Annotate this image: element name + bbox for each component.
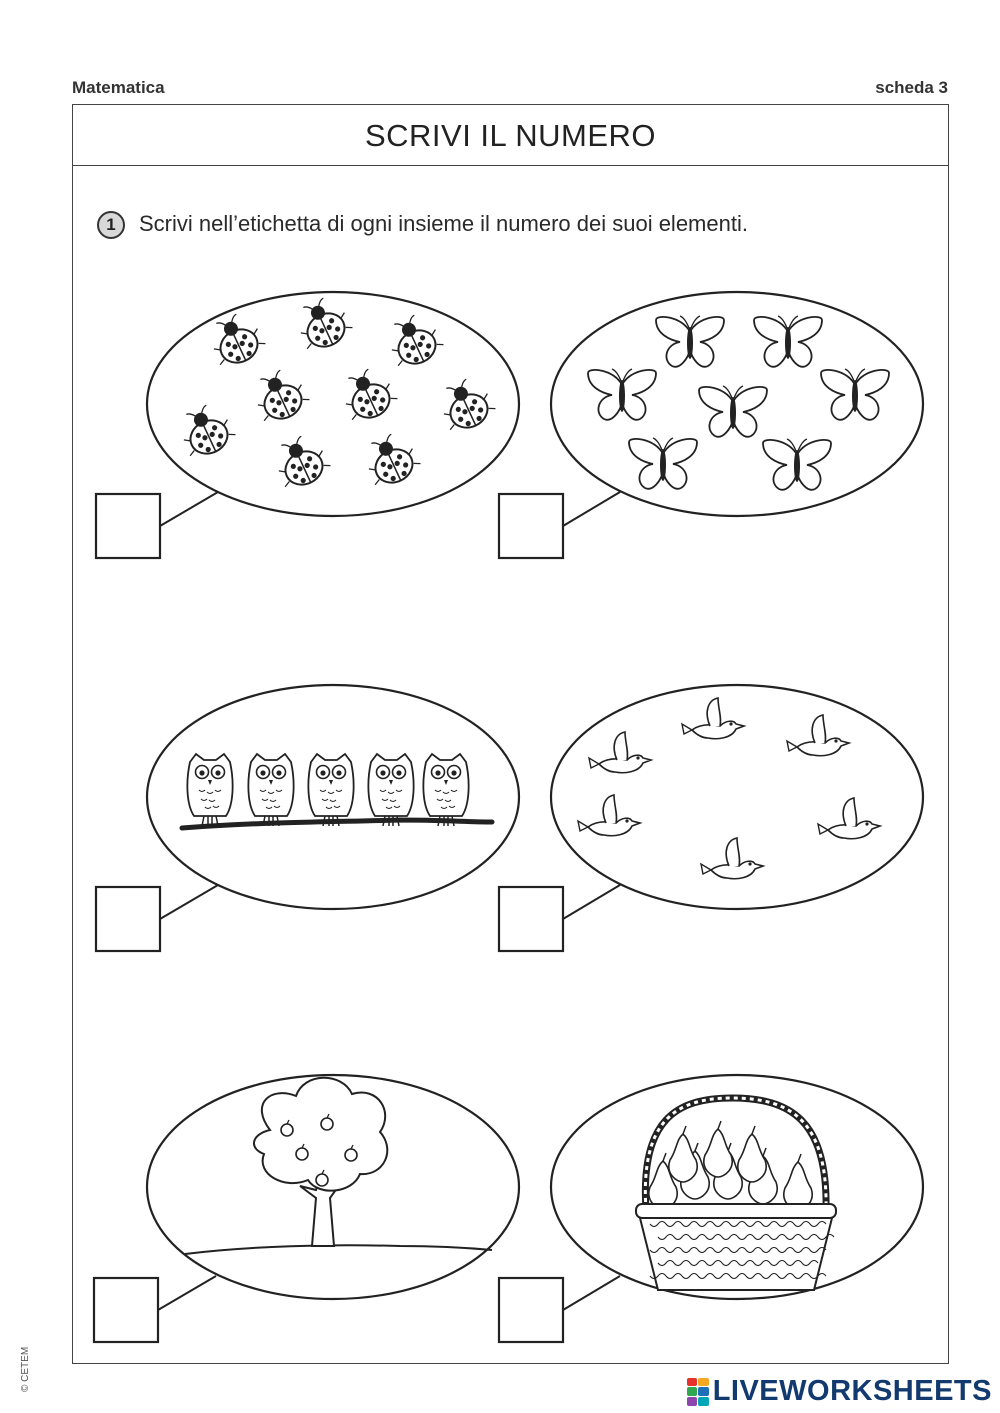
branch xyxy=(182,820,492,828)
butterfly-icon xyxy=(763,439,831,490)
sheet-number: scheda 3 xyxy=(875,78,948,97)
label-connector xyxy=(158,1276,216,1310)
pear-icon xyxy=(704,1129,732,1177)
butterfly-icon xyxy=(699,386,767,437)
set-apple-tree xyxy=(94,1075,519,1342)
brand-logo-icon xyxy=(687,1378,709,1406)
pear-basket-icon xyxy=(636,1098,836,1290)
brand-footer xyxy=(687,1375,992,1408)
label-connector xyxy=(563,885,620,919)
ladybug-icon xyxy=(336,363,401,426)
ladybug-icon xyxy=(248,364,313,427)
brand-name: LIVEWORKSHEETS xyxy=(712,1375,992,1407)
brand-logo-tile xyxy=(687,1378,698,1387)
butterfly-icon xyxy=(629,438,697,489)
ladybug-icon xyxy=(174,399,239,462)
exercise-number-badge: 1 xyxy=(97,211,125,239)
apple-icon xyxy=(281,1124,293,1136)
apple-icon xyxy=(296,1148,308,1160)
set-pear-basket xyxy=(499,1075,923,1342)
ladybug-icon xyxy=(382,309,447,372)
owl-icon xyxy=(368,754,413,826)
set-butterfly xyxy=(499,292,923,558)
apple-icon xyxy=(345,1149,357,1161)
pear-icon xyxy=(738,1134,766,1182)
butterfly-icon xyxy=(588,369,656,420)
answer-box-owl[interactable] xyxy=(96,887,160,951)
pear-icon xyxy=(669,1134,697,1182)
label-connector xyxy=(563,1276,620,1310)
ladybug-icon xyxy=(434,373,499,436)
subject-label: Matematica xyxy=(72,78,165,97)
answer-box-pear-basket[interactable] xyxy=(499,1278,563,1342)
label-connector xyxy=(563,492,620,526)
butterfly-icon xyxy=(656,316,724,367)
page-title: SCRIVI IL NUMERO xyxy=(364,118,657,153)
label-connector xyxy=(160,492,218,526)
bird-icon xyxy=(787,715,849,756)
set-bird xyxy=(499,685,923,951)
brand-logo-tile xyxy=(687,1397,698,1406)
answer-box-bird[interactable] xyxy=(499,887,563,951)
set-ladybug xyxy=(96,292,519,558)
brand-logo-tile xyxy=(698,1397,709,1406)
brand-logo-tile xyxy=(687,1387,698,1396)
owl-icon xyxy=(248,754,293,826)
apple-icon xyxy=(321,1118,333,1130)
apple-tree-icon xyxy=(185,1078,492,1254)
answer-box-ladybug[interactable] xyxy=(96,494,160,558)
answer-box-butterfly[interactable] xyxy=(499,494,563,558)
pear-icon xyxy=(784,1162,812,1210)
ladybug-icon xyxy=(359,428,424,491)
bird-icon xyxy=(578,795,640,836)
brand-logo-tile xyxy=(698,1387,709,1396)
copyright-notice: © CETEM xyxy=(20,1346,31,1392)
butterfly-icon xyxy=(821,369,889,420)
brand-logo-tile xyxy=(698,1378,709,1387)
butterfly-icon xyxy=(754,316,822,367)
bird-icon xyxy=(818,798,880,839)
owl-icon xyxy=(423,754,468,826)
bird-icon xyxy=(589,732,651,773)
bird-icon xyxy=(701,838,763,879)
answer-box-apple-tree[interactable] xyxy=(94,1278,158,1342)
bird-icon xyxy=(682,698,744,739)
ladybug-icon xyxy=(269,430,334,493)
owl-icon xyxy=(308,754,353,826)
owl-icon xyxy=(187,754,232,826)
ladybug-icon xyxy=(291,292,356,355)
apple-icon xyxy=(316,1174,328,1186)
label-connector xyxy=(160,885,218,919)
set-owl xyxy=(96,685,519,951)
exercise-instruction: Scrivi nell’etichetta di ogni insieme il numero dei suoi elementi. xyxy=(139,211,748,236)
